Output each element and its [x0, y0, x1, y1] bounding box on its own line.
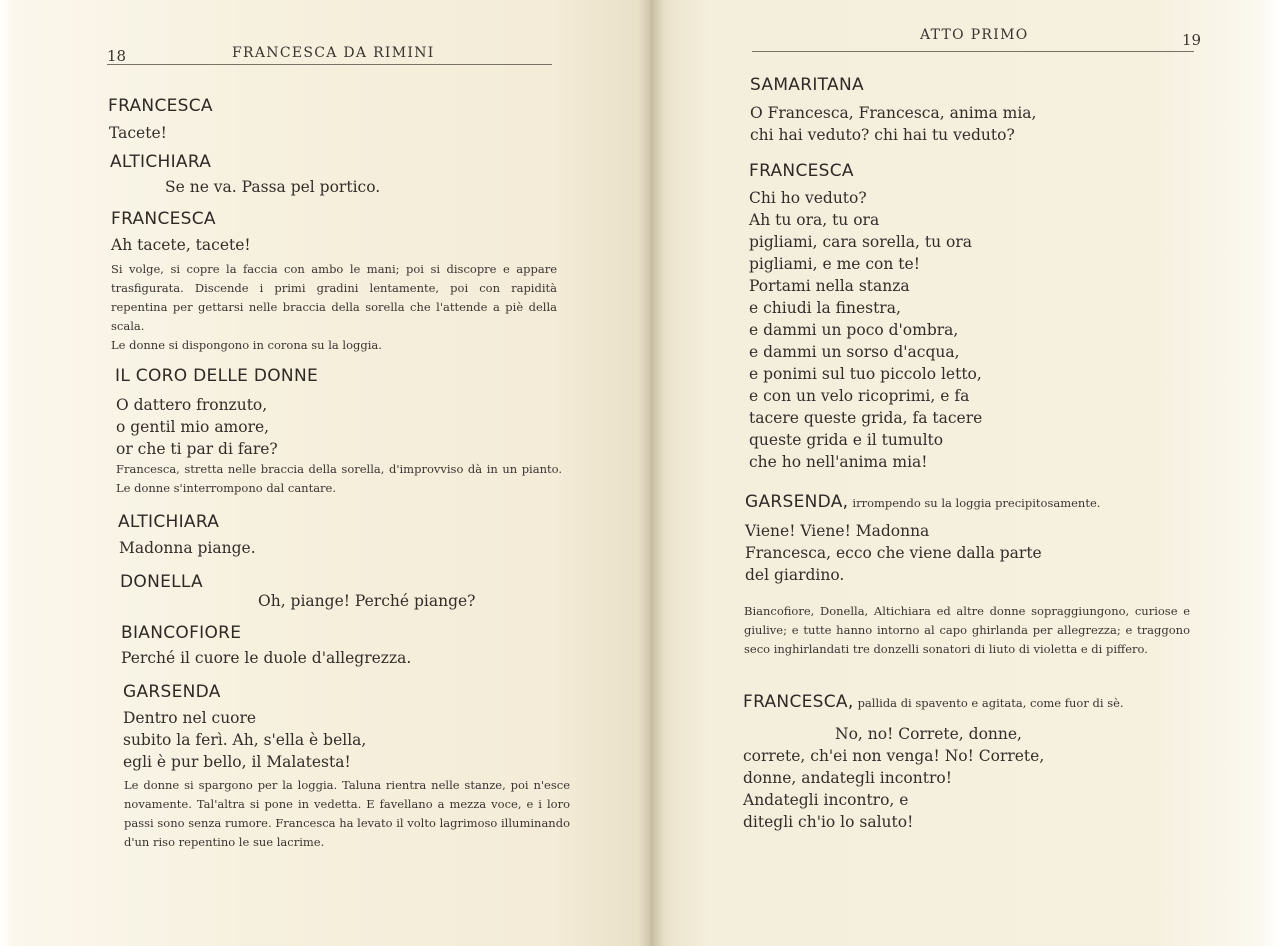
header-rule-left: [107, 64, 552, 65]
verse-line: donne, andategli incontro!: [743, 769, 952, 787]
verse-line: queste grida e il tumulto: [749, 431, 944, 449]
verse-line: Francesca, ecco che viene dalla parte: [745, 544, 1042, 562]
verse-line: Viene! Viene! Madonna: [745, 522, 930, 540]
speaker-name: BIANCOFIORE: [121, 623, 242, 643]
verse-line: e dammi un poco d'ombra,: [749, 321, 959, 339]
page-number-left: 18: [107, 47, 127, 65]
verse-line: Tacete!: [109, 124, 167, 142]
inline-stage-direction: pallida di spavento e agitata, come fuor di sè.: [857, 696, 1124, 710]
speaker-name: GARSENDA: [123, 682, 221, 702]
speech: [119, 537, 256, 559]
speech: [750, 102, 1036, 146]
verse-line: or che ti par di fare?: [116, 440, 278, 458]
speaker-name: ALTICHIARA: [118, 512, 220, 532]
page-number-right: 19: [1182, 31, 1202, 49]
verse-line: chi hai veduto? chi hai tu veduto?: [750, 126, 1015, 144]
verse-line: pigliami, e me con te!: [749, 255, 920, 273]
speaker-label: GARSENDA,: [745, 492, 849, 512]
verse-line: del giardino.: [745, 566, 845, 584]
speaker-name: ALTICHIARA: [110, 152, 212, 172]
speech: [743, 723, 1044, 833]
verse-line: Andategli incontro, e: [743, 791, 909, 809]
verse-line: O dattero fronzuto,: [116, 396, 268, 414]
verse-line: che ho nell'anima mia!: [749, 453, 928, 471]
speaker-name: SAMARITANA: [750, 75, 864, 95]
speech: [749, 187, 982, 473]
speech: [258, 590, 475, 612]
stage-direction-text: Si volge, si copre la faccia con ambo le mani; poi si discopre e appare trasfigurata. Discende i primi gradini lentamente, poi con rapidità repentina per gettarsi nelle braccia della sorella che l'attende a piè della scala.: [111, 262, 557, 333]
running-head-left: FRANCESCA DA RIMINI: [232, 45, 435, 61]
verse-line: e ponimi sul tuo piccolo letto,: [749, 365, 982, 383]
verse-line: Ah tu ora, tu ora: [749, 211, 880, 229]
header-rule-right: [752, 51, 1194, 52]
verse-line: Ah tacete, tacete!: [111, 236, 251, 254]
running-head-right: ATTO PRIMO: [920, 27, 1029, 43]
right-page: [650, 0, 1280, 946]
verse-line: Se ne va. Passa pel portico.: [165, 178, 381, 196]
speech: [109, 122, 167, 144]
speaker-name: DONELLA: [120, 572, 203, 592]
verse-line: e chiudi la finestra,: [749, 299, 901, 317]
verse-line: Perché il cuore le duole d'allegrezza.: [121, 649, 412, 667]
verse-line: e con un velo ricoprimi, e fa: [749, 387, 970, 405]
stage-direction: [124, 776, 570, 852]
verse-line: Chi ho veduto?: [749, 189, 867, 207]
speaker-name: FRANCESCA: [108, 96, 213, 116]
stage-direction-text: Le donne si spargono per la loggia. Taluna rientra nelle stanze, poi n'esce novamente. Tal'altra si pone in vedetta. E favellano a mezza voce, e i loro passi sono senza rumore. Francesca ha levato il volto lagrimoso illuminando d'un riso repentino le sue lacrime.: [124, 778, 570, 849]
verse-line: Madonna piange.: [119, 539, 256, 557]
speech: [116, 394, 278, 460]
stage-direction: [116, 460, 562, 498]
speech: [745, 520, 1042, 586]
stage-direction: [744, 602, 1190, 659]
verse-line: Dentro nel cuore: [123, 709, 257, 727]
verse-line: No, no! Correte, donne,: [835, 725, 1022, 743]
speech: [121, 647, 411, 669]
speech: [111, 234, 251, 256]
stage-direction-text: Francesca, stretta nelle braccia della sorella, d'improvviso dà in un pianto. Le donne s'interrompono dal cantare.: [116, 462, 562, 495]
verse-line: e dammi un sorso d'acqua,: [749, 343, 960, 361]
verse-line: Portami nella stanza: [749, 277, 910, 295]
verse-line: o gentil mio amore,: [116, 418, 270, 436]
verse-line: O Francesca, Francesca, anima mia,: [750, 104, 1037, 122]
verse-line: ditegli ch'io lo saluto!: [743, 813, 914, 831]
book-gutter: [638, 0, 664, 946]
verse-line: subito la ferì. Ah, s'ella è bella,: [123, 731, 367, 749]
stage-direction-text: Le donne si dispongono in corona su la loggia.: [111, 338, 382, 352]
inline-stage-direction: irrompendo su la loggia precipitosamente.: [852, 496, 1101, 510]
verse-line: Oh, piange! Perché piange?: [258, 592, 476, 610]
speaker-name: FRANCESCA: [111, 209, 216, 229]
verse-line: egli è pur bello, il Malatesta!: [123, 753, 351, 771]
speech: [165, 176, 380, 198]
speaker-name: FRANCESCA: [749, 161, 854, 181]
speaker-name: IL CORO DELLE DONNE: [115, 366, 319, 386]
speaker-label: FRANCESCA,: [743, 692, 854, 712]
speaker-name: [745, 492, 1100, 512]
stage-direction-text: Biancofiore, Donella, Altichiara ed altre donne sopraggiungono, curiose e giulive; e tutte hanno intorno al capo ghirlanda per allegrezza; e traggono seco inghirlandati tre donzelli sonatori di liuto di violetta e di piffero.: [744, 604, 1190, 656]
verse-line: tacere queste grida, fa tacere: [749, 409, 983, 427]
speaker-name: [743, 692, 1124, 712]
stage-direction: [111, 260, 557, 355]
verse-line: correte, ch'ei non venga! No! Correte,: [743, 747, 1045, 765]
verse-line: pigliami, cara sorella, tu ora: [749, 233, 972, 251]
speech: [123, 707, 366, 773]
